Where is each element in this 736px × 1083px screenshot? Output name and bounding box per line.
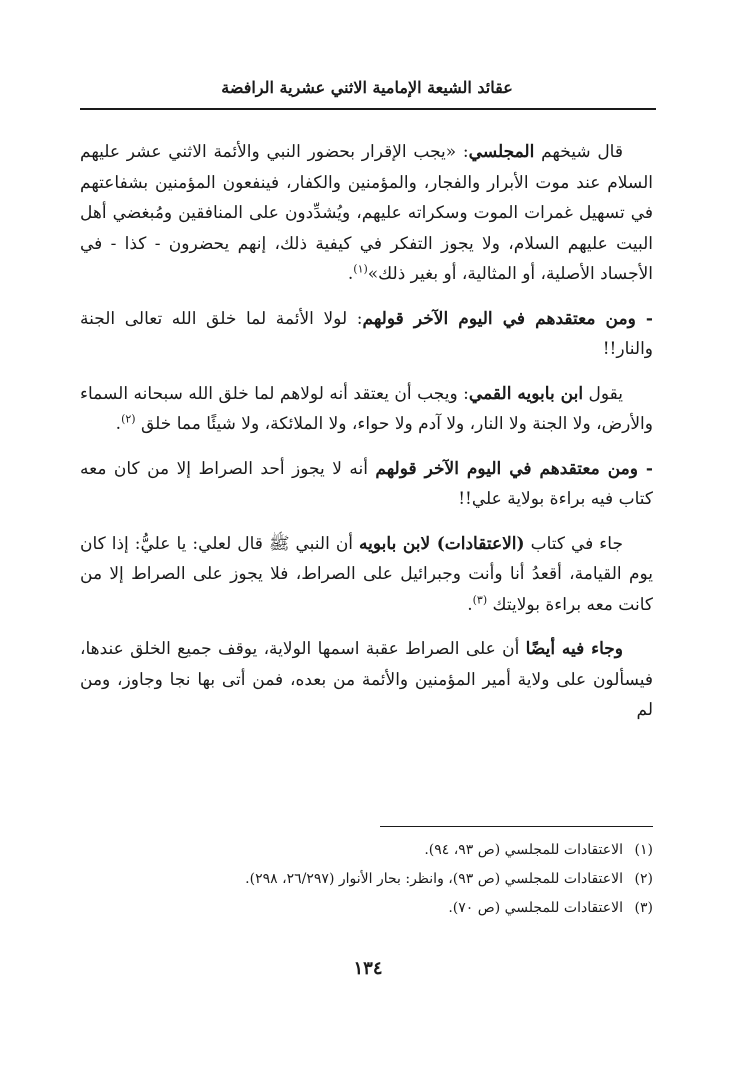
paragraph-text: : لولا الأئمة لما خلق الله تعالى الجنة والنار!!: [80, 308, 653, 359]
footnote-ref: (١): [353, 262, 368, 276]
paragraph-tail: .: [347, 264, 354, 284]
footnotes: [80, 836, 653, 923]
footnote-item: [80, 865, 653, 894]
footnote-number: (٢): [634, 871, 653, 887]
footnote-item: [80, 836, 653, 865]
paragraph-text: : ويجب أن يعتقد أنه لولاهم لما خلق الله سبحانه السماء والأرض، ولا الجنة ولا النار، ولا آدم ولا حواء، ولا الملائكة، ولا شيئًا مما خلق: [80, 383, 653, 434]
paragraph-wilaya-pass: [80, 634, 653, 726]
footnote-text: الاعتقادات للمجلسي (ص ٩٣)، وانظر: بحار الأنوار (٢٦/٢٩٧، ٢٩٨).: [245, 871, 623, 887]
running-head-title: عقائد الشيعة الإمامية الاثني عشرية الرافضة: [221, 78, 513, 97]
paragraph-bold: - ومن معتقدهم في اليوم الآخر قولهم: [362, 308, 653, 329]
paragraph-text: أن النبي ﷺ قال لعلي: يا عليُّ: إذا كان يوم القيامة، أقعدُ أنا وأنت وجبرائيل على الصراط، فلا يجوز على الصراط إلا من كانت معه براءة بولايتك: [80, 533, 653, 615]
paragraph-ibn-babawayh: [80, 379, 653, 440]
paragraph-majlisi-quote: [80, 137, 653, 290]
footnote-ref: (٣): [472, 592, 488, 606]
footnote-text: الاعتقادات للمجلسي (ص ٧٠).: [448, 900, 623, 916]
paragraph-belief-imams: [80, 304, 653, 365]
paragraph-bold: وجاء فيه أيضًا: [525, 639, 623, 659]
paragraph-lead: جاء في كتاب: [524, 533, 623, 554]
paragraph-tail: .: [115, 414, 122, 434]
paragraph-belief-sirat: [80, 454, 653, 515]
paragraph-text: : «يجب الإقرار بحضور النبي والأئمة الاثني عشر عليهم السلام عند موت الأبرار والفجار، والمؤمنين والكفار، فينفعون المؤمنين بشفاعتهم في تسهيل غمرات الموت وسكراته عليهم، ويُشدِّدون على المنافقين ومُبغضي أهل البيت عليهم السلام، ولا يجوز التفكر في كيفية ذلك، إنهم يحضرون - كذا - في الأجساد الأصلية، أو المثالية، أو بغير ذلك»: [80, 142, 653, 284]
footnote-number: (١): [634, 842, 653, 858]
header-rule: [80, 108, 656, 110]
paragraph-lead: قال شيخهم: [534, 142, 623, 162]
paragraph-bold: - ومن معتقدهم في اليوم الآخر قولهم: [375, 458, 653, 479]
paragraph-tail: .: [467, 594, 473, 615]
paragraph-text: أن على الصراط عقبة اسمها الولاية، يوقف جميع الخلق عندها، فيسألون على ولاية أمير المؤمنين والأئمة من بعده، فمن أتى بها نجا وجاوز، ومن لم: [80, 639, 653, 720]
body-text: [80, 137, 653, 726]
paragraph-bold: (الاعتقادات) لابن بابويه: [359, 533, 525, 554]
footnote-text: الاعتقادات للمجلسي (ص ٩٣، ٩٤).: [424, 842, 623, 858]
footnote-rule: [380, 826, 653, 827]
page-number: ١٣٤: [353, 958, 383, 979]
paragraph-bold: المجلسي: [468, 142, 535, 162]
footnote-ref: (٢): [121, 412, 136, 426]
paragraph-bold: ابن بابويه القمي: [468, 383, 584, 404]
footnote-number: (٣): [634, 900, 653, 916]
footnote-item: [80, 894, 653, 923]
paragraph-lead: يقول: [583, 383, 623, 404]
paragraph-itiqadat: [80, 529, 653, 621]
paragraph-text: أنه لا يجوز أحد الصراط إلا من كان معه كتاب فيه براءة بولاية علي!!: [80, 458, 653, 509]
